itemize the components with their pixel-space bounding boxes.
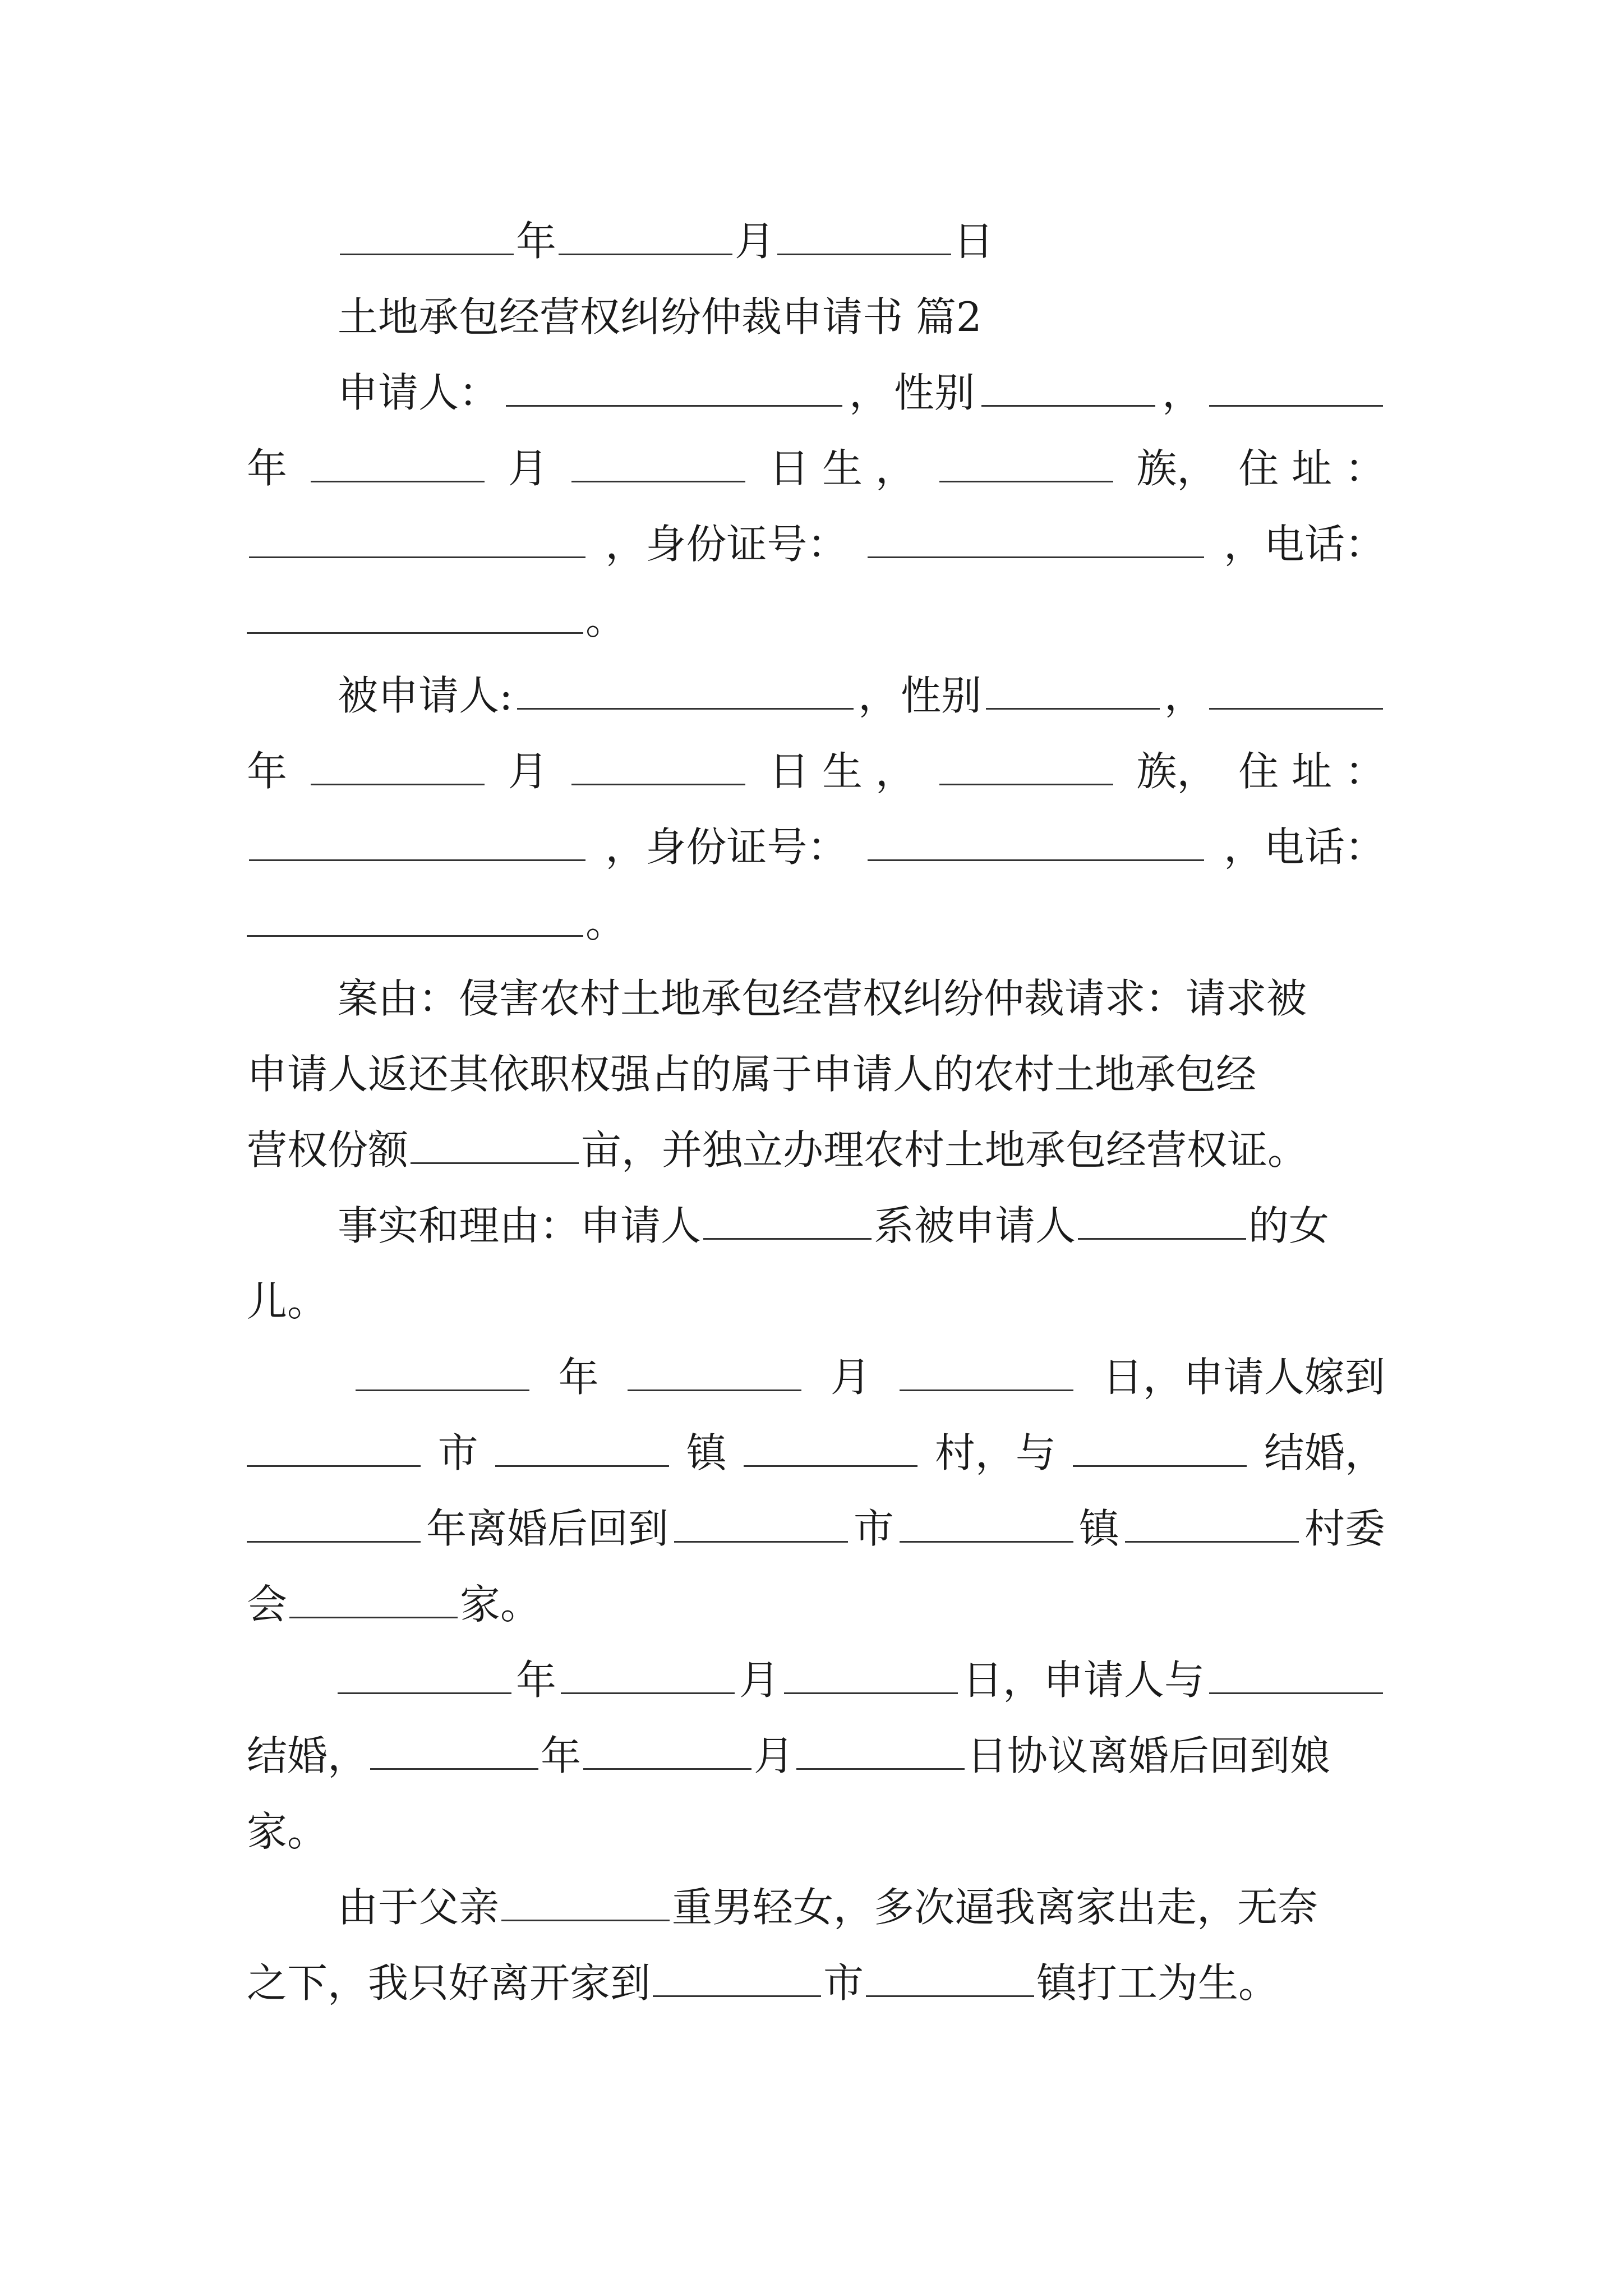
case-line-3 (247, 1119, 1385, 1181)
blank-city (653, 1993, 821, 1997)
blank-city (674, 1539, 848, 1543)
blank-gender (981, 403, 1155, 407)
blank-city (247, 1463, 421, 1467)
blank-birth-day (571, 478, 745, 482)
facts-line-2 (247, 1271, 1385, 1332)
blank-day (777, 251, 951, 255)
blank-phone (247, 630, 583, 634)
year-label: 年 (558, 1354, 599, 1401)
respondent-line-1 (247, 665, 1385, 726)
blank-divorce-year (247, 1539, 421, 1543)
applicant-with-label: 日，申请人与 (962, 1657, 1205, 1704)
applicant-line-3 (247, 513, 1385, 575)
reason-text: 之下，我只好离开家到 (247, 1959, 651, 2007)
blank-ethnicity (939, 781, 1113, 785)
blank-id-number (868, 554, 1204, 558)
blank-year (338, 1690, 511, 1694)
phone-label: ，电话： (1223, 823, 1385, 871)
home-label: 家。 (247, 1808, 328, 1855)
blank-town (495, 1463, 669, 1467)
applicant-line-1 (247, 362, 1385, 424)
married-label: 结婚， (1264, 1429, 1385, 1476)
blank-mu (411, 1160, 579, 1164)
blank-town (866, 1993, 1034, 1997)
reason-text: 由于父亲 (338, 1884, 500, 1931)
case-text: 营权份额 (247, 1126, 409, 1174)
phone-label: ，电话： (1223, 521, 1385, 568)
heading-text: 土地承包经营权纠纷仲裁申请书 篇2 (338, 293, 982, 341)
month-label: 月 (508, 748, 548, 795)
respondent-label: 被申请人: (338, 672, 513, 719)
case-text: 亩，并独立办理农村土地承包经营权证。 (581, 1126, 1308, 1174)
day-label: 日 (953, 218, 994, 265)
blank-village (1125, 1539, 1299, 1543)
blank-phone (247, 933, 583, 937)
year-label: 年 (516, 218, 557, 265)
blank-year (370, 1766, 538, 1770)
case-text: 申请人返还其依职权强占的属于申请人的农村土地承包经 (247, 1051, 1257, 1098)
marriage1-line-1 (247, 1346, 1385, 1408)
facts-text: 系被申请人 (874, 1202, 1076, 1249)
town-label: 镇 (686, 1429, 727, 1476)
facts-text: 的女 (1248, 1202, 1330, 1249)
reason-line-2 (247, 1952, 1385, 2014)
village-label: 村，与 (934, 1429, 1056, 1476)
village-committee-label: 村委 (1304, 1505, 1385, 1552)
applicant-line-2 (247, 438, 1385, 499)
ethnicity-label: 族， (1136, 748, 1218, 795)
respondent-line-4 (247, 892, 1385, 954)
city-label: 市 (853, 1505, 894, 1552)
facts-text: 事实和理由：申请人 (338, 1202, 702, 1249)
blank-spouse (1209, 1690, 1383, 1694)
blank-village (744, 1463, 917, 1467)
address-label: 住 址 ： (1238, 748, 1385, 795)
blank-gender (986, 706, 1160, 710)
married-to-label: 日，申请人嫁到 (1102, 1354, 1385, 1401)
blank-year (356, 1387, 529, 1391)
blank-month (561, 1690, 735, 1694)
blank-address (249, 554, 585, 558)
blank-birth-month (311, 781, 485, 785)
ethnicity-label: 族， (1136, 445, 1218, 492)
respondent-line-2 (247, 740, 1385, 802)
year-label: 年 (541, 1732, 582, 1779)
year-label: 年 (515, 1657, 556, 1704)
address-label: 住 址 ： (1238, 445, 1385, 492)
period: 。 (585, 899, 626, 946)
divorce-label: 年离婚后回到 (426, 1505, 668, 1552)
blank-id-number (868, 857, 1204, 861)
gender-label: 性别 (893, 369, 975, 416)
gender-label: 性别 (901, 672, 982, 719)
month-label: 月 (739, 1657, 780, 1704)
blank-birth-year (1209, 706, 1383, 710)
applicant-label: 申请人： (338, 369, 500, 416)
blank-day (900, 1387, 1073, 1391)
blank-month (628, 1387, 801, 1391)
marriage2-line-2 (247, 1725, 1385, 1787)
month-label: 月 (754, 1732, 795, 1779)
month-label: 月 (830, 1354, 871, 1401)
blank-year (340, 251, 514, 255)
committee-label: 会 (247, 1581, 288, 1628)
blank-month (559, 251, 732, 255)
id-label: ，身份证号： (605, 823, 848, 871)
date-line (247, 210, 1385, 272)
facts-line-1 (247, 1195, 1385, 1257)
reason-text: 重男轻女，多次逼我离家出走，无奈 (672, 1884, 1318, 1931)
blank-address (249, 857, 585, 861)
applicant-line-4 (247, 589, 1385, 651)
month-label: 月 (508, 445, 548, 492)
city-label: 市 (437, 1429, 478, 1476)
blank-birth-year (1209, 403, 1383, 407)
year-label: 年 (247, 748, 288, 795)
blank-father (501, 1917, 670, 1921)
blank-birth-day (571, 781, 745, 785)
month-label: 月 (735, 218, 776, 265)
marriage1-line-4 (247, 1573, 1385, 1635)
blank-respondent (1078, 1236, 1246, 1240)
marriage2-line-3 (247, 1801, 1385, 1862)
case-line-1 (247, 968, 1385, 1029)
case-text: 案由：侵害农村土地承包经营权纠纷仲裁请求：请求被 (338, 975, 1307, 1022)
respondent-line-3 (247, 816, 1385, 878)
married-label: 结婚， (247, 1732, 368, 1779)
year-label: 年 (247, 445, 288, 492)
case-line-2 (247, 1043, 1385, 1105)
section-heading (247, 286, 1385, 348)
facts-text: 儿。 (247, 1278, 328, 1325)
comma: ， (1161, 369, 1202, 416)
blank-day (784, 1690, 958, 1694)
born-label: 日 生 ， (769, 445, 916, 492)
reason-text: 镇打工为生。 (1036, 1959, 1279, 2007)
blank-household (289, 1614, 458, 1618)
reason-line-1 (247, 1876, 1385, 1938)
blank-day (796, 1766, 965, 1770)
city-label: 市 (823, 1959, 864, 2007)
born-label: 日 生 ， (769, 748, 916, 795)
marriage1-line-2 (247, 1422, 1385, 1484)
period: 。 (585, 596, 626, 643)
blank-birth-month (311, 478, 485, 482)
agreement-label: 日协议离婚后回到娘 (967, 1732, 1331, 1779)
blank-ethnicity (939, 478, 1113, 482)
home-label: 家。 (460, 1581, 541, 1628)
comma: ， (849, 369, 889, 416)
comma: ， (1164, 672, 1205, 719)
comma: ， (858, 672, 899, 719)
blank-town (900, 1539, 1073, 1543)
blank-applicant-name (506, 403, 842, 407)
blank-month (583, 1766, 751, 1770)
town-label: 镇 (1078, 1505, 1119, 1552)
blank-applicant (703, 1236, 872, 1240)
marriage2-line-1 (247, 1649, 1385, 1711)
blank-respondent-name (517, 706, 854, 710)
marriage1-line-3 (247, 1498, 1385, 1559)
blank-spouse (1073, 1463, 1247, 1467)
id-label: ，身份证号： (605, 521, 848, 568)
